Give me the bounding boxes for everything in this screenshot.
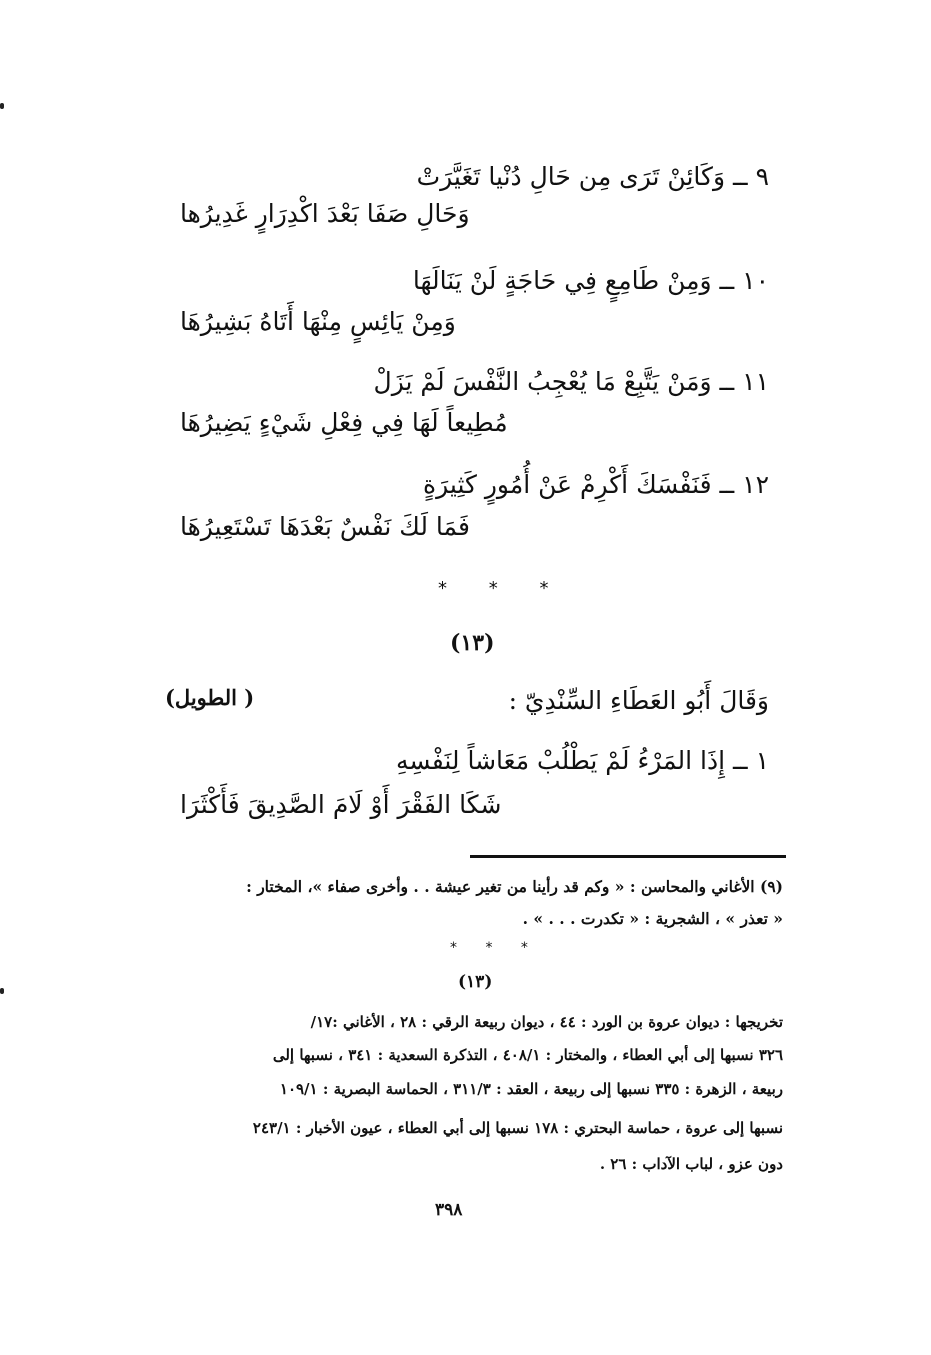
takhrij-line-1: تخريجها : ديوان عروة بن الورد : ٤٤ ، ديوان ربيعة الرقي : ٢٨ ، الأغاني :١٧/ <box>310 1013 783 1031</box>
poem-13-verse-1-second-hemistich: شَكَا الفَقْرَ أَوْ لَامَ الصَّدِيقَ فَأَكْثَرَا <box>180 790 502 819</box>
meter-label: ( الطويل) <box>165 685 255 710</box>
verse-9-first-hemistich: ٩ ــ وَكَائِنْ تَرَى مِن حَالِ دُنْيا تَغَيَّرَتْ <box>416 162 769 191</box>
verse-12-second-hemistich: فَمَا لَكَ نَفْسٌ بَعْدَهَا تَسْتَعِيرُهَا <box>180 512 470 541</box>
footnote-divider <box>470 855 786 858</box>
verse-9-second-hemistich: وَحَالِ صَفَا بَعْدَ اكْدِرَارٍ غَدِيرُها <box>180 199 470 228</box>
verse-11-second-hemistich: مُطِيعاً لَهَا فِي فِعْلِ شَيْءٍ يَضِيرُهَا <box>180 408 508 437</box>
takhrij-line-2: ٣٢٦ نسبها إلى أبي العطاء ، والمختار : ٤٠٨/١ ، التذكرة السعدية : ٣٤١ ، نسبها إلى <box>272 1046 783 1064</box>
footnote-section-number: (١٣) <box>458 972 493 992</box>
margin-mark <box>0 103 4 109</box>
footnote-9-line-2: « تعذر » ، الشجرية : « تكدرت . . . » . <box>522 909 783 928</box>
poem-intro: وَقَالَ أَبُو العَطَاءِ السِّنْدِيّ : <box>508 686 769 715</box>
section-number: (١٣) <box>450 630 495 656</box>
margin-mark <box>0 988 4 994</box>
separator-stars: * * * <box>438 578 567 599</box>
verse-11-first-hemistich: ١١ ــ وَمَنْ يَتَّبِعْ مَا يُعْجِبُ النَّفْسَ لَمْ يَزَلْ <box>373 367 769 396</box>
footnote-separator-stars: * * * <box>450 940 540 956</box>
takhrij-line-5: دون عزو ، لباب الآداب : ٢٦ . <box>599 1155 783 1173</box>
takhrij-line-3: ربيعة ، الزهرة : ٣٣٥ نسبها إلى ربيعة ، العقد : ٣١١/٣ ، الحماسة البصرية : ١٠٩/١ <box>279 1080 783 1098</box>
page-number: ٣٩٨ <box>435 1200 463 1220</box>
verse-12-first-hemistich: ١٢ ــ فَنَفْسَكَ أَكْرِمْ عَنْ أُمُورٍ كَثِيرَةٍ <box>423 470 769 499</box>
footnote-9-line-1: (٩) الأغاني والمحاسن : « وكم قد رأينا من تغير عيشة . . وأخرى صفاء »، المختار : <box>246 877 783 896</box>
verse-10-first-hemistich: ١٠ ــ وَمِنْ طَامِعٍ فِي حَاجَةٍ لَنْ يَنَالَهَا <box>412 266 769 295</box>
takhrij-line-4: نسبها إلى عروة ، حماسة البحتري : ١٧٨ نسبها إلى أبي العطاء ، عيون الأخبار : ٢٤٣/١ <box>252 1119 783 1137</box>
verse-10-second-hemistich: وَمِنْ يَائِسٍ مِنْهَا أَتَاهُ بَشِيرُهَا <box>180 307 456 336</box>
poem-13-verse-1-first-hemistich: ١ ــ إِذَا المَرْءُ لَمْ يَطْلُبْ مَعَاشاً لِنَفْسِهِ <box>396 746 769 775</box>
